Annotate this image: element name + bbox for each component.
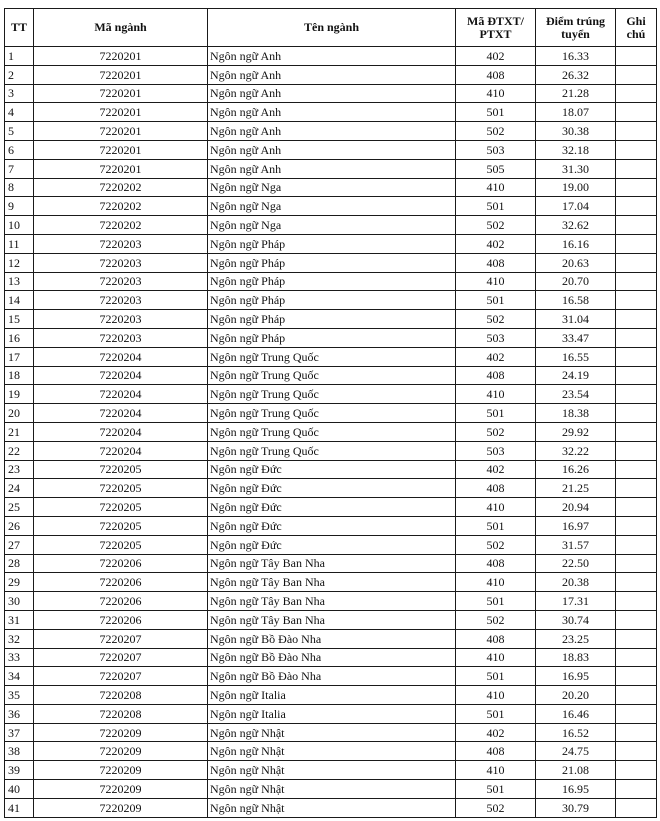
cell-ten-nganh: Ngôn ngữ Trung Quốc [208, 347, 456, 366]
cell-ma-nganh: 7220204 [34, 404, 208, 423]
cell-ten-nganh: Ngôn ngữ Pháp [208, 234, 456, 253]
cell-ma-dtxt: 410 [456, 178, 536, 197]
cell-ma-dtxt: 410 [456, 686, 536, 705]
cell-diem-trung-tuyen: 30.38 [536, 122, 616, 141]
cell-ma-dtxt: 410 [456, 498, 536, 517]
table-row [5, 234, 657, 253]
cell-ten-nganh: Ngôn ngữ Trung Quốc [208, 385, 456, 404]
cell-tt: 41 [5, 798, 34, 817]
cell-diem-trung-tuyen: 17.04 [536, 197, 616, 216]
cell-ten-nganh: Ngôn ngữ Anh [208, 159, 456, 178]
table-row [5, 704, 657, 723]
table-row [5, 404, 657, 423]
cell-ma-nganh: 7220202 [34, 216, 208, 235]
cell-ma-dtxt: 408 [456, 742, 536, 761]
cell-ten-nganh: Ngôn ngữ Đức [208, 479, 456, 498]
cell-ten-nganh: Ngôn ngữ Đức [208, 516, 456, 535]
cell-ghi-chu [616, 535, 657, 554]
cell-diem-trung-tuyen: 21.08 [536, 761, 616, 780]
cell-ten-nganh: Ngôn ngữ Anh [208, 122, 456, 141]
cell-tt: 2 [5, 65, 34, 84]
cell-ghi-chu [616, 84, 657, 103]
cell-ten-nganh: Ngôn ngữ Anh [208, 47, 456, 66]
cell-ghi-chu [616, 234, 657, 253]
cell-tt: 35 [5, 686, 34, 705]
cell-tt: 8 [5, 178, 34, 197]
cell-ten-nganh: Ngôn ngữ Đức [208, 535, 456, 554]
cell-diem-trung-tuyen: 30.79 [536, 798, 616, 817]
table-row [5, 648, 657, 667]
cell-ghi-chu [616, 253, 657, 272]
cell-ma-nganh: 7220204 [34, 385, 208, 404]
cell-diem-trung-tuyen: 23.25 [536, 629, 616, 648]
header-ghi-chu: Ghi chú [616, 9, 657, 47]
cell-ma-nganh: 7220209 [34, 761, 208, 780]
cell-ma-dtxt: 501 [456, 667, 536, 686]
cell-ma-dtxt: 408 [456, 554, 536, 573]
cell-ma-dtxt: 501 [456, 516, 536, 535]
cell-ma-dtxt: 402 [456, 723, 536, 742]
cell-tt: 12 [5, 253, 34, 272]
cell-diem-trung-tuyen: 16.16 [536, 234, 616, 253]
cell-ma-nganh: 7220207 [34, 629, 208, 648]
cell-ma-dtxt: 410 [456, 84, 536, 103]
table-row [5, 65, 657, 84]
cell-tt: 37 [5, 723, 34, 742]
cell-ten-nganh: Ngôn ngữ Anh [208, 65, 456, 84]
cell-diem-trung-tuyen: 33.47 [536, 328, 616, 347]
table-row [5, 592, 657, 611]
cell-ten-nganh: Ngôn ngữ Bồ Đào Nha [208, 667, 456, 686]
cell-diem-trung-tuyen: 30.74 [536, 610, 616, 629]
cell-ten-nganh: Ngôn ngữ Tây Ban Nha [208, 592, 456, 611]
cell-ma-dtxt: 501 [456, 704, 536, 723]
cell-ma-dtxt: 502 [456, 122, 536, 141]
table-row [5, 535, 657, 554]
cell-tt: 6 [5, 140, 34, 159]
cell-ma-dtxt: 503 [456, 441, 536, 460]
cell-tt: 19 [5, 385, 34, 404]
table-row [5, 422, 657, 441]
cell-tt: 13 [5, 272, 34, 291]
header-ten-nganh: Tên ngành [208, 9, 456, 47]
cell-tt: 5 [5, 122, 34, 141]
cell-ghi-chu [616, 573, 657, 592]
cell-ten-nganh: Ngôn ngữ Italia [208, 686, 456, 705]
cell-diem-trung-tuyen: 16.97 [536, 516, 616, 535]
cell-ghi-chu [616, 742, 657, 761]
cell-tt: 18 [5, 366, 34, 385]
cell-ten-nganh: Ngôn ngữ Nga [208, 178, 456, 197]
table-row [5, 347, 657, 366]
cell-ma-dtxt: 410 [456, 385, 536, 404]
cell-ma-dtxt: 505 [456, 159, 536, 178]
table-row [5, 366, 657, 385]
table-row [5, 253, 657, 272]
header-diem-trung-tuyen: Điểm trúng tuyển [536, 9, 616, 47]
cell-ma-dtxt: 408 [456, 253, 536, 272]
cell-ma-dtxt: 501 [456, 291, 536, 310]
header-tt: TT [5, 9, 34, 47]
cell-ghi-chu [616, 47, 657, 66]
cell-ghi-chu [616, 140, 657, 159]
cell-ma-dtxt: 501 [456, 404, 536, 423]
cell-diem-trung-tuyen: 32.18 [536, 140, 616, 159]
cell-ghi-chu [616, 385, 657, 404]
cell-ma-nganh: 7220201 [34, 103, 208, 122]
cell-ten-nganh: Ngôn ngữ Anh [208, 84, 456, 103]
cell-tt: 30 [5, 592, 34, 611]
cell-ghi-chu [616, 798, 657, 817]
cell-tt: 3 [5, 84, 34, 103]
cell-ma-nganh: 7220206 [34, 554, 208, 573]
cell-diem-trung-tuyen: 22.50 [536, 554, 616, 573]
cell-ghi-chu [616, 498, 657, 517]
cell-tt: 11 [5, 234, 34, 253]
cell-ten-nganh: Ngôn ngữ Tây Ban Nha [208, 610, 456, 629]
cell-ma-nganh: 7220205 [34, 498, 208, 517]
cell-diem-trung-tuyen: 16.33 [536, 47, 616, 66]
cell-diem-trung-tuyen: 20.20 [536, 686, 616, 705]
cell-ma-nganh: 7220206 [34, 610, 208, 629]
table-header-row [5, 9, 657, 47]
table-row [5, 573, 657, 592]
cell-tt: 20 [5, 404, 34, 423]
cell-ma-nganh: 7220201 [34, 65, 208, 84]
table-row [5, 328, 657, 347]
table-row [5, 178, 657, 197]
cell-ma-dtxt: 410 [456, 761, 536, 780]
table-row [5, 159, 657, 178]
cell-ten-nganh: Ngôn ngữ Nhật [208, 798, 456, 817]
cell-ghi-chu [616, 404, 657, 423]
cell-ma-nganh: 7220203 [34, 253, 208, 272]
cell-ma-nganh: 7220204 [34, 347, 208, 366]
cell-ma-nganh: 7220205 [34, 535, 208, 554]
cell-ma-nganh: 7220201 [34, 159, 208, 178]
cell-ghi-chu [616, 761, 657, 780]
cell-tt: 16 [5, 328, 34, 347]
cell-ten-nganh: Ngôn ngữ Nga [208, 197, 456, 216]
cell-ten-nganh: Ngôn ngữ Bồ Đào Nha [208, 629, 456, 648]
cell-ghi-chu [616, 686, 657, 705]
table-row [5, 441, 657, 460]
cell-ma-nganh: 7220204 [34, 366, 208, 385]
cell-ghi-chu [616, 422, 657, 441]
cell-ma-nganh: 7220202 [34, 197, 208, 216]
cell-tt: 38 [5, 742, 34, 761]
cell-ma-nganh: 7220203 [34, 291, 208, 310]
cell-ghi-chu [616, 723, 657, 742]
cell-diem-trung-tuyen: 16.95 [536, 667, 616, 686]
cell-ma-dtxt: 502 [456, 310, 536, 329]
cell-ten-nganh: Ngôn ngữ Anh [208, 103, 456, 122]
cell-diem-trung-tuyen: 19.00 [536, 178, 616, 197]
cell-diem-trung-tuyen: 21.25 [536, 479, 616, 498]
cell-ghi-chu [616, 479, 657, 498]
cell-ghi-chu [616, 178, 657, 197]
table-row [5, 742, 657, 761]
cell-diem-trung-tuyen: 20.63 [536, 253, 616, 272]
cell-ma-nganh: 7220203 [34, 272, 208, 291]
cell-ma-nganh: 7220203 [34, 234, 208, 253]
cell-ma-dtxt: 410 [456, 648, 536, 667]
cell-tt: 24 [5, 479, 34, 498]
cell-ma-nganh: 7220209 [34, 723, 208, 742]
table-row [5, 780, 657, 799]
header-ma-dtxt-ptxt: Mã ĐTXT/ PTXT [456, 9, 536, 47]
table-row [5, 723, 657, 742]
cell-ma-dtxt: 503 [456, 328, 536, 347]
cell-ghi-chu [616, 65, 657, 84]
cell-ten-nganh: Ngôn ngữ Italia [208, 704, 456, 723]
cell-ma-nganh: 7220208 [34, 686, 208, 705]
cell-tt: 26 [5, 516, 34, 535]
cell-diem-trung-tuyen: 21.28 [536, 84, 616, 103]
cell-ma-nganh: 7220201 [34, 140, 208, 159]
cell-tt: 39 [5, 761, 34, 780]
table-row [5, 498, 657, 517]
table-row [5, 554, 657, 573]
cell-diem-trung-tuyen: 18.38 [536, 404, 616, 423]
cell-ten-nganh: Ngôn ngữ Pháp [208, 253, 456, 272]
table-row [5, 291, 657, 310]
cell-ma-dtxt: 402 [456, 47, 536, 66]
cell-tt: 32 [5, 629, 34, 648]
cell-ghi-chu [616, 216, 657, 235]
cell-ma-nganh: 7220203 [34, 328, 208, 347]
cell-ma-dtxt: 502 [456, 535, 536, 554]
cell-diem-trung-tuyen: 29.92 [536, 422, 616, 441]
cell-ten-nganh: Ngôn ngữ Tây Ban Nha [208, 554, 456, 573]
cell-tt: 1 [5, 47, 34, 66]
cell-ghi-chu [616, 347, 657, 366]
cell-ma-nganh: 7220205 [34, 516, 208, 535]
cell-ma-nganh: 7220207 [34, 667, 208, 686]
cell-ten-nganh: Ngôn ngữ Pháp [208, 291, 456, 310]
table-row [5, 103, 657, 122]
cell-ma-nganh: 7220209 [34, 742, 208, 761]
cell-tt: 27 [5, 535, 34, 554]
cell-ghi-chu [616, 704, 657, 723]
cell-diem-trung-tuyen: 16.52 [536, 723, 616, 742]
table-row [5, 47, 657, 66]
table-row [5, 516, 657, 535]
cell-diem-trung-tuyen: 24.19 [536, 366, 616, 385]
cell-ma-dtxt: 502 [456, 216, 536, 235]
cell-ghi-chu [616, 328, 657, 347]
table-row [5, 761, 657, 780]
cell-tt: 31 [5, 610, 34, 629]
table-row [5, 84, 657, 103]
table-row [5, 479, 657, 498]
cell-ma-nganh: 7220203 [34, 310, 208, 329]
cell-ten-nganh: Ngôn ngữ Đức [208, 460, 456, 479]
cell-tt: 22 [5, 441, 34, 460]
cell-ghi-chu [616, 648, 657, 667]
cell-ten-nganh: Ngôn ngữ Tây Ban Nha [208, 573, 456, 592]
cell-ma-dtxt: 502 [456, 422, 536, 441]
cell-ghi-chu [616, 197, 657, 216]
cell-ma-dtxt: 410 [456, 272, 536, 291]
cell-tt: 33 [5, 648, 34, 667]
cell-ma-dtxt: 402 [456, 460, 536, 479]
cell-ghi-chu [616, 592, 657, 611]
cell-ma-nganh: 7220209 [34, 798, 208, 817]
table-row [5, 629, 657, 648]
cell-ma-nganh: 7220206 [34, 592, 208, 611]
cell-diem-trung-tuyen: 18.07 [536, 103, 616, 122]
cell-ghi-chu [616, 780, 657, 799]
cell-diem-trung-tuyen: 23.54 [536, 385, 616, 404]
cell-tt: 9 [5, 197, 34, 216]
cell-ma-dtxt: 410 [456, 573, 536, 592]
cell-ghi-chu [616, 667, 657, 686]
cell-tt: 21 [5, 422, 34, 441]
cell-diem-trung-tuyen: 17.31 [536, 592, 616, 611]
admission-scores-table [4, 8, 657, 818]
cell-ghi-chu [616, 554, 657, 573]
cell-diem-trung-tuyen: 18.83 [536, 648, 616, 667]
table-row [5, 216, 657, 235]
cell-ma-dtxt: 502 [456, 798, 536, 817]
cell-ma-dtxt: 502 [456, 610, 536, 629]
cell-ghi-chu [616, 516, 657, 535]
cell-tt: 34 [5, 667, 34, 686]
cell-ma-dtxt: 402 [456, 234, 536, 253]
cell-tt: 36 [5, 704, 34, 723]
cell-diem-trung-tuyen: 16.95 [536, 780, 616, 799]
cell-diem-trung-tuyen: 20.38 [536, 573, 616, 592]
cell-ghi-chu [616, 366, 657, 385]
cell-ghi-chu [616, 272, 657, 291]
cell-ghi-chu [616, 441, 657, 460]
cell-tt: 10 [5, 216, 34, 235]
cell-ma-nganh: 7220208 [34, 704, 208, 723]
cell-tt: 40 [5, 780, 34, 799]
table-row [5, 310, 657, 329]
cell-ma-nganh: 7220201 [34, 122, 208, 141]
cell-ma-nganh: 7220201 [34, 84, 208, 103]
table-body [5, 47, 657, 818]
cell-tt: 17 [5, 347, 34, 366]
cell-ma-dtxt: 408 [456, 479, 536, 498]
cell-ten-nganh: Ngôn ngữ Nhật [208, 761, 456, 780]
cell-ghi-chu [616, 629, 657, 648]
cell-ten-nganh: Ngôn ngữ Nga [208, 216, 456, 235]
cell-ghi-chu [616, 460, 657, 479]
cell-ma-dtxt: 408 [456, 65, 536, 84]
cell-ten-nganh: Ngôn ngữ Pháp [208, 328, 456, 347]
cell-ma-dtxt: 501 [456, 197, 536, 216]
cell-diem-trung-tuyen: 20.70 [536, 272, 616, 291]
table-row [5, 667, 657, 686]
table-row [5, 140, 657, 159]
cell-tt: 28 [5, 554, 34, 573]
cell-ten-nganh: Ngôn ngữ Trung Quốc [208, 441, 456, 460]
cell-ma-dtxt: 501 [456, 780, 536, 799]
cell-ten-nganh: Ngôn ngữ Nhật [208, 742, 456, 761]
cell-ma-nganh: 7220204 [34, 422, 208, 441]
cell-ma-dtxt: 501 [456, 103, 536, 122]
cell-ten-nganh: Ngôn ngữ Nhật [208, 780, 456, 799]
table-row [5, 385, 657, 404]
cell-diem-trung-tuyen: 16.58 [536, 291, 616, 310]
cell-ma-nganh: 7220205 [34, 479, 208, 498]
cell-ma-nganh: 7220207 [34, 648, 208, 667]
cell-diem-trung-tuyen: 16.55 [536, 347, 616, 366]
cell-tt: 7 [5, 159, 34, 178]
cell-tt: 14 [5, 291, 34, 310]
cell-ma-nganh: 7220204 [34, 441, 208, 460]
cell-ten-nganh: Ngôn ngữ Pháp [208, 310, 456, 329]
cell-ghi-chu [616, 103, 657, 122]
cell-ghi-chu [616, 610, 657, 629]
cell-diem-trung-tuyen: 16.46 [536, 704, 616, 723]
cell-tt: 4 [5, 103, 34, 122]
cell-ten-nganh: Ngôn ngữ Nhật [208, 723, 456, 742]
cell-ma-dtxt: 503 [456, 140, 536, 159]
cell-ghi-chu [616, 159, 657, 178]
table-row [5, 686, 657, 705]
cell-diem-trung-tuyen: 31.57 [536, 535, 616, 554]
cell-tt: 25 [5, 498, 34, 517]
table-row [5, 610, 657, 629]
table-row [5, 460, 657, 479]
cell-ma-nganh: 7220201 [34, 47, 208, 66]
cell-tt: 29 [5, 573, 34, 592]
table-row [5, 122, 657, 141]
table-row [5, 272, 657, 291]
cell-diem-trung-tuyen: 31.30 [536, 159, 616, 178]
cell-ma-dtxt: 501 [456, 592, 536, 611]
cell-tt: 15 [5, 310, 34, 329]
cell-tt: 23 [5, 460, 34, 479]
cell-diem-trung-tuyen: 24.75 [536, 742, 616, 761]
admission-scores-table-wrapper [4, 8, 657, 818]
cell-diem-trung-tuyen: 32.22 [536, 441, 616, 460]
table-row [5, 798, 657, 817]
cell-ma-nganh: 7220205 [34, 460, 208, 479]
table-row [5, 197, 657, 216]
cell-diem-trung-tuyen: 32.62 [536, 216, 616, 235]
cell-ghi-chu [616, 291, 657, 310]
header-ma-nganh: Mã ngành [34, 9, 208, 47]
cell-diem-trung-tuyen: 31.04 [536, 310, 616, 329]
cell-ten-nganh: Ngôn ngữ Anh [208, 140, 456, 159]
cell-diem-trung-tuyen: 16.26 [536, 460, 616, 479]
cell-ma-dtxt: 408 [456, 366, 536, 385]
cell-ghi-chu [616, 310, 657, 329]
cell-ma-nganh: 7220209 [34, 780, 208, 799]
cell-ghi-chu [616, 122, 657, 141]
cell-ten-nganh: Ngôn ngữ Trung Quốc [208, 404, 456, 423]
cell-ten-nganh: Ngôn ngữ Trung Quốc [208, 422, 456, 441]
cell-ten-nganh: Ngôn ngữ Trung Quốc [208, 366, 456, 385]
cell-ten-nganh: Ngôn ngữ Pháp [208, 272, 456, 291]
cell-ma-dtxt: 402 [456, 347, 536, 366]
cell-diem-trung-tuyen: 20.94 [536, 498, 616, 517]
cell-ma-nganh: 7220202 [34, 178, 208, 197]
cell-ten-nganh: Ngôn ngữ Đức [208, 498, 456, 517]
cell-diem-trung-tuyen: 26.32 [536, 65, 616, 84]
cell-ten-nganh: Ngôn ngữ Bồ Đào Nha [208, 648, 456, 667]
cell-ma-nganh: 7220206 [34, 573, 208, 592]
cell-ma-dtxt: 408 [456, 629, 536, 648]
